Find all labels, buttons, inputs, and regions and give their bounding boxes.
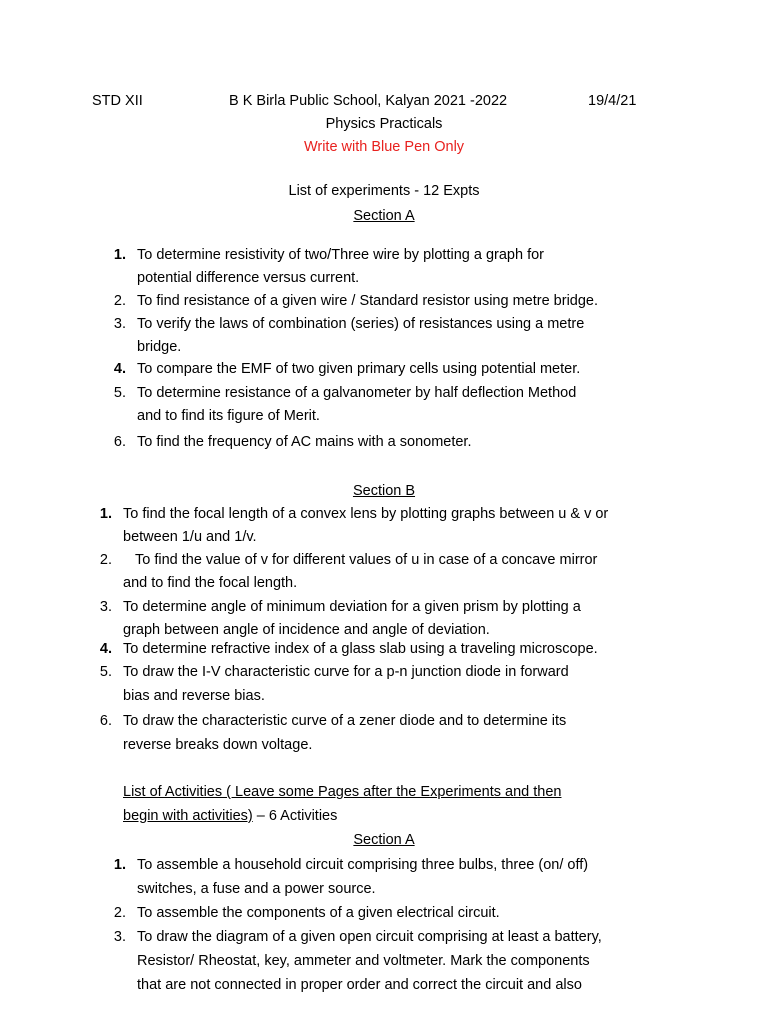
list-item-continuation: between 1/u and 1/v. (123, 529, 257, 545)
school-name: B K Birla Public School, Kalyan 2021 -2022 (229, 93, 508, 109)
list-item-continuation: that are not connected in proper order and correct the circuit and also (137, 977, 582, 993)
list-item-number: 6. (113, 434, 126, 450)
list-item: To find the focal length of a convex lens by plotting graphs between u & v or (123, 506, 609, 522)
list-item-number: 6. (99, 713, 112, 729)
activities-subtitle-underlined: begin with activities) (123, 808, 253, 824)
list-item-number: 3. (113, 316, 126, 332)
pen-instruction: Write with Blue Pen Only (303, 139, 465, 155)
list-item-continuation: and to find the focal length. (123, 575, 298, 591)
list-item: To assemble the components of a given electrical circuit. (137, 905, 500, 921)
list-item-number: 2. (113, 293, 126, 309)
list-item-continuation: bias and reverse bias. (123, 688, 265, 704)
list-item-number: 5. (99, 664, 112, 680)
list-item: To assemble a household circuit comprising three bulbs, three (on/ off) (137, 857, 589, 873)
list-item: To determine refractive index of a glass slab using a traveling microscope. (123, 641, 598, 657)
activities-title: List of Activities ( Leave some Pages after the Experiments and then (123, 784, 562, 800)
list-item-number: 1. (113, 247, 126, 263)
list-item-number: 3. (113, 929, 126, 945)
date: 19/4/21 (588, 93, 637, 109)
list-item-continuation: and to find its figure of Merit. (137, 408, 320, 424)
section-b-heading: Section B (352, 483, 416, 499)
std-label: STD XII (92, 93, 143, 109)
list-item: To find the frequency of AC mains with a sonometer. (137, 434, 472, 450)
list-item-number: 1. (113, 857, 126, 873)
list-item: To determine resistivity of two/Three wire by plotting a graph for (137, 247, 544, 263)
list-item-number: 3. (99, 599, 112, 615)
list-item-continuation: bridge. (137, 339, 182, 355)
activities-count: – 6 Activities (252, 808, 338, 824)
list-item: To draw the diagram of a given open circuit comprising at least a battery, (137, 929, 602, 945)
list-item: To determine resistance of a galvanometer by half deflection Method (137, 385, 577, 401)
list-item: To draw the characteristic curve of a zener diode and to determine its (123, 713, 567, 729)
list-item-number: 1. (99, 506, 112, 522)
list-item-continuation: graph between angle of incidence and angle of deviation. (123, 622, 490, 638)
list-item: To draw the I-V characteristic curve for a p-n junction diode in forward (123, 664, 569, 680)
list-item-number: 5. (113, 385, 126, 401)
list-item-continuation: potential difference versus current. (137, 270, 360, 286)
list-item-continuation: Resistor/ Rheostat, key, ammeter and voltmeter. Mark the components (137, 953, 590, 969)
list-item-continuation: reverse breaks down voltage. (123, 737, 313, 753)
list-item: To verify the laws of combination (series) of resistances using a metre (137, 316, 585, 332)
subject-title: Physics Practicals (325, 116, 443, 132)
list-item-number: 2. (113, 905, 126, 921)
list-item: To determine angle of minimum deviation for a given prism by plotting a (123, 599, 581, 615)
list-item-number: 4. (113, 361, 126, 377)
section-a-heading: Section A (353, 208, 415, 224)
list-item-continuation: switches, a fuse and a power source. (137, 881, 376, 897)
activities-subtitle (123, 808, 337, 824)
list-item-number: 4. (99, 641, 112, 657)
list-item: To find the value of v for different values of u in case of a concave mirror (135, 552, 598, 568)
experiments-title: List of experiments - 12 Expts (288, 183, 480, 199)
activities-section-a-heading: Section A (353, 832, 415, 848)
list-item-number: 2. (99, 552, 112, 568)
list-item: To compare the EMF of two given primary cells using potential meter. (137, 361, 581, 377)
list-item: To find resistance of a given wire / Standard resistor using metre bridge. (137, 293, 599, 309)
